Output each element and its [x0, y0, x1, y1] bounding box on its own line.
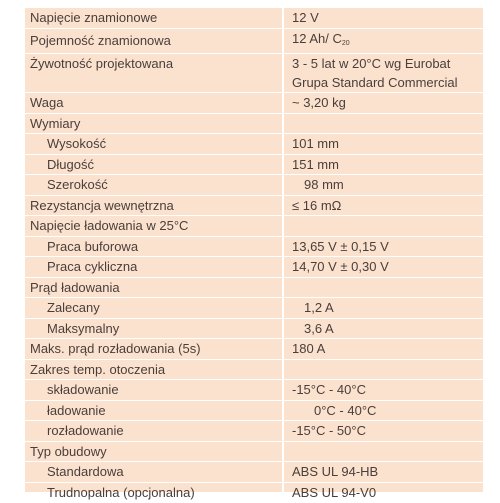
- row-value-line2: Grupa Standard Commercial: [292, 75, 458, 90]
- row-label: Wysokość: [25, 134, 283, 155]
- table-row: [25, 216, 483, 237]
- table-row: [25, 441, 483, 462]
- table-row: [25, 298, 483, 319]
- row-value-line1: 3 - 5 lat w 20°C wg Eurobat: [292, 56, 451, 71]
- row-value-main: 12 Ah/ C: [292, 30, 342, 46]
- row-label: Szerokość: [25, 175, 283, 196]
- row-value: ≤ 16 mΩ: [283, 195, 483, 216]
- row-value: [283, 400, 483, 421]
- row-value: [283, 318, 483, 339]
- row-label: Napięcie ładowania w 25°C: [25, 216, 283, 237]
- table-row: [25, 28, 483, 54]
- row-value-text: 0°C - 40°C: [314, 402, 377, 418]
- row-value: [283, 175, 483, 196]
- row-label: Zalecany: [25, 298, 283, 319]
- table-row: [25, 257, 483, 278]
- table-row: [25, 113, 483, 134]
- row-value: ABS UL 94-HB: [283, 462, 483, 483]
- row-value-text: 98 mm: [304, 177, 344, 192]
- table-row: [25, 195, 483, 216]
- table-row: [25, 339, 483, 360]
- row-label: Maksymalny: [25, 318, 283, 339]
- row-value: [283, 216, 483, 237]
- row-label: Typ obudowy: [25, 441, 283, 462]
- row-value: 13,65 V ± 0,15 V: [283, 236, 483, 257]
- spec-table: [25, 8, 483, 503]
- table-row: [25, 421, 483, 442]
- table-row: [25, 462, 483, 483]
- table-row: [25, 175, 483, 196]
- row-label: Praca buforowa: [25, 236, 283, 257]
- table-row: [25, 54, 483, 93]
- table-row: [25, 277, 483, 298]
- row-label: Wymiary: [25, 113, 283, 134]
- row-label: Waga: [25, 93, 283, 114]
- row-value-text: 1,2 A: [304, 300, 334, 315]
- row-value: [283, 441, 483, 462]
- table-row: [25, 359, 483, 380]
- row-value-subscript: 20: [341, 39, 350, 47]
- row-value: ~ 3,20 kg: [283, 93, 483, 114]
- table-row: [25, 236, 483, 257]
- row-value: [283, 359, 483, 380]
- row-value: 12 V: [283, 8, 483, 28]
- row-value: 151 mm: [283, 154, 483, 175]
- row-label: Standardowa: [25, 462, 283, 483]
- row-value: 14,70 V ± 0,30 V: [283, 257, 483, 278]
- row-label: Długość: [25, 154, 283, 175]
- table-row: [25, 482, 483, 503]
- table-row: [25, 318, 483, 339]
- table-row: [25, 93, 483, 114]
- row-label: ładowanie: [25, 400, 283, 421]
- row-value: [283, 277, 483, 298]
- table-row: [25, 134, 483, 155]
- row-label: Trudnopalna (opcjonalna): [25, 482, 283, 503]
- row-label: Prąd ładowania: [25, 277, 283, 298]
- row-label: Rezystancja wewnętrzna: [25, 195, 283, 216]
- row-label: Żywotność projektowana: [25, 54, 283, 93]
- row-label: składowanie: [25, 380, 283, 401]
- table-row: [25, 380, 483, 401]
- row-value: [283, 54, 483, 93]
- row-value: [283, 113, 483, 134]
- row-value: -15°C - 50°C: [283, 421, 483, 442]
- row-value: 180 A: [283, 339, 483, 360]
- row-value-text: 3,6 A: [304, 320, 334, 336]
- row-label: Napięcie znamionowe: [25, 8, 283, 28]
- row-label: Praca cykliczna: [25, 257, 283, 278]
- table-row: [25, 154, 483, 175]
- row-label: rozładowanie: [25, 421, 283, 442]
- row-value: [283, 298, 483, 319]
- row-label: Zakres temp. otoczenia: [25, 359, 283, 380]
- table-row: [25, 8, 483, 28]
- row-value: [283, 28, 483, 54]
- row-value: -15°C - 40°C: [283, 380, 483, 401]
- spec-sheet: [25, 8, 483, 500]
- table-row: [25, 400, 483, 421]
- row-value: 101 mm: [283, 134, 483, 155]
- row-label: Pojemność znamionowa: [25, 28, 283, 54]
- row-value: ABS UL 94-V0: [283, 482, 483, 503]
- row-label: Maks. prąd rozładowania (5s): [25, 339, 283, 360]
